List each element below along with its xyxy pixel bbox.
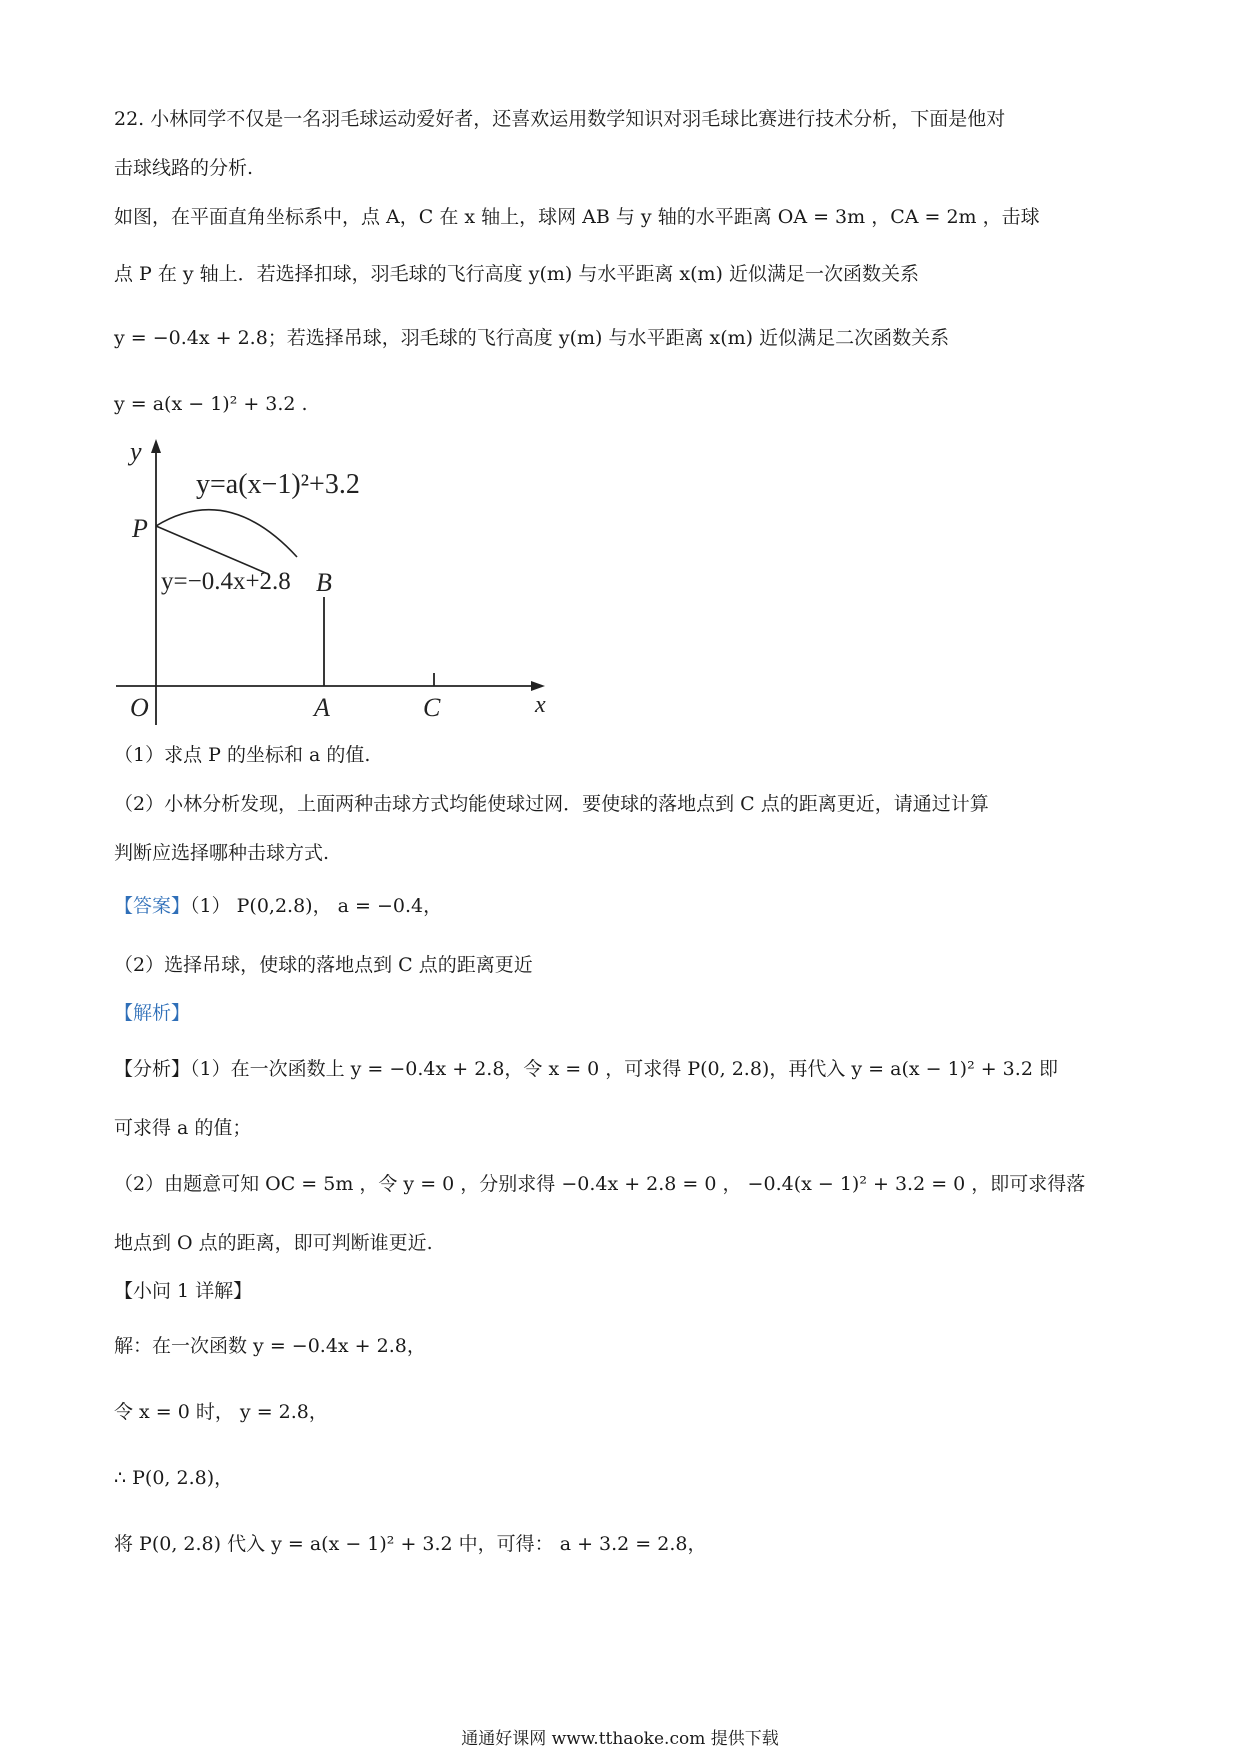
analysis-line-2: 可求得 a 的值； <box>114 1117 252 1139</box>
y-axis-label: y <box>130 437 142 466</box>
answer-line-1 <box>114 895 442 918</box>
point-b-label: B <box>316 568 332 597</box>
point-c-label: C <box>423 693 441 722</box>
footer-watermark: 通通好课网 www.tthaoke.com 提供下载 <box>461 1729 779 1749</box>
solution-line-1: 解：在一次函数 y = −0.4x + 2.8， <box>114 1335 426 1357</box>
answer-tag: 【答案】 <box>114 895 191 917</box>
x-axis-arrow <box>531 681 545 691</box>
origin-label: O <box>130 693 149 722</box>
x-axis-label: x <box>535 692 546 718</box>
problem-line-1: 22. 小林同学不仅是一名羽毛球运动爱好者，还喜欢运用数学知识对羽毛球比赛进行技术分析，下面是他对 <box>114 108 1006 130</box>
question-2-line-1: （2）小林分析发现，上面两种击球方式均能使球过网．要使球的落地点到 C 点的距离更近，请通过计算 <box>114 793 989 815</box>
smash-line <box>156 526 268 574</box>
answer-1: （1） P(0,2.8)， a = −0.4， <box>190 895 443 917</box>
question-1: （1）求点 P 的坐标和 a 的值. <box>114 744 371 766</box>
problem-line-5: y = −0.4x + 2.8；若选择吊球，羽毛球的飞行高度 y(m) 与水平距离 x(m) 近似满足二次函数关系 <box>114 327 950 349</box>
y-axis-arrow <box>151 439 161 453</box>
analysis-line-4: 地点到 O 点的距离，即可判断谁更近. <box>114 1232 433 1254</box>
answer-2: （2）选择吊球，使球的落地点到 C 点的距离更近 <box>114 954 533 976</box>
point-p-label: P <box>132 514 148 543</box>
solution-line-2: 令 x = 0 时， y = 2.8， <box>114 1401 328 1423</box>
problem-line-6: y = a(x − 1)² + 3.2 . <box>114 393 308 415</box>
coordinate-figure <box>100 425 560 725</box>
parabola-equation: y=a(x−1)²+3.2 <box>196 469 360 500</box>
analysis-line-3: （2）由题意可知 OC = 5m ，令 y = 0 ，分别求得 −0.4x + 2.8 = 0 ， −0.4(x − 1)² + 3.2 = 0 ，即可求得落 <box>114 1173 1086 1195</box>
solution-title: 【小问 1 详解】 <box>114 1280 253 1302</box>
lob-parabola <box>156 510 297 557</box>
solution-line-3: ∴ P(0, 2.8)， <box>114 1467 234 1489</box>
problem-line-4: 点 P 在 y 轴上．若选择扣球，羽毛球的飞行高度 y(m) 与水平距离 x(m) 近似满足一次函数关系 <box>114 263 919 285</box>
question-2-line-2: 判断应选择哪种击球方式. <box>114 842 330 864</box>
analysis-line-1: 【分析】（1）在一次函数上 y = −0.4x + 2.8，令 x = 0 ，可求得 P(0, 2.8)，再代入 y = a(x − 1)² + 3.2 即 <box>114 1058 1058 1080</box>
problem-line-2: 击球线路的分析. <box>114 157 254 179</box>
analysis-tag: 【解析】 <box>114 1002 191 1024</box>
line-equation: y=−0.4x+2.8 <box>161 568 291 595</box>
solution-line-4: 将 P(0, 2.8) 代入 y = a(x − 1)² + 3.2 中，可得： a + 3.2 = 2.8， <box>114 1533 707 1555</box>
problem-line-3: 如图，在平面直角坐标系中，点 A，C 在 x 轴上，球网 AB 与 y 轴的水平距离 OA = 3m ，CA = 2m ，击球 <box>114 206 1040 228</box>
point-a-label: A <box>314 693 330 722</box>
